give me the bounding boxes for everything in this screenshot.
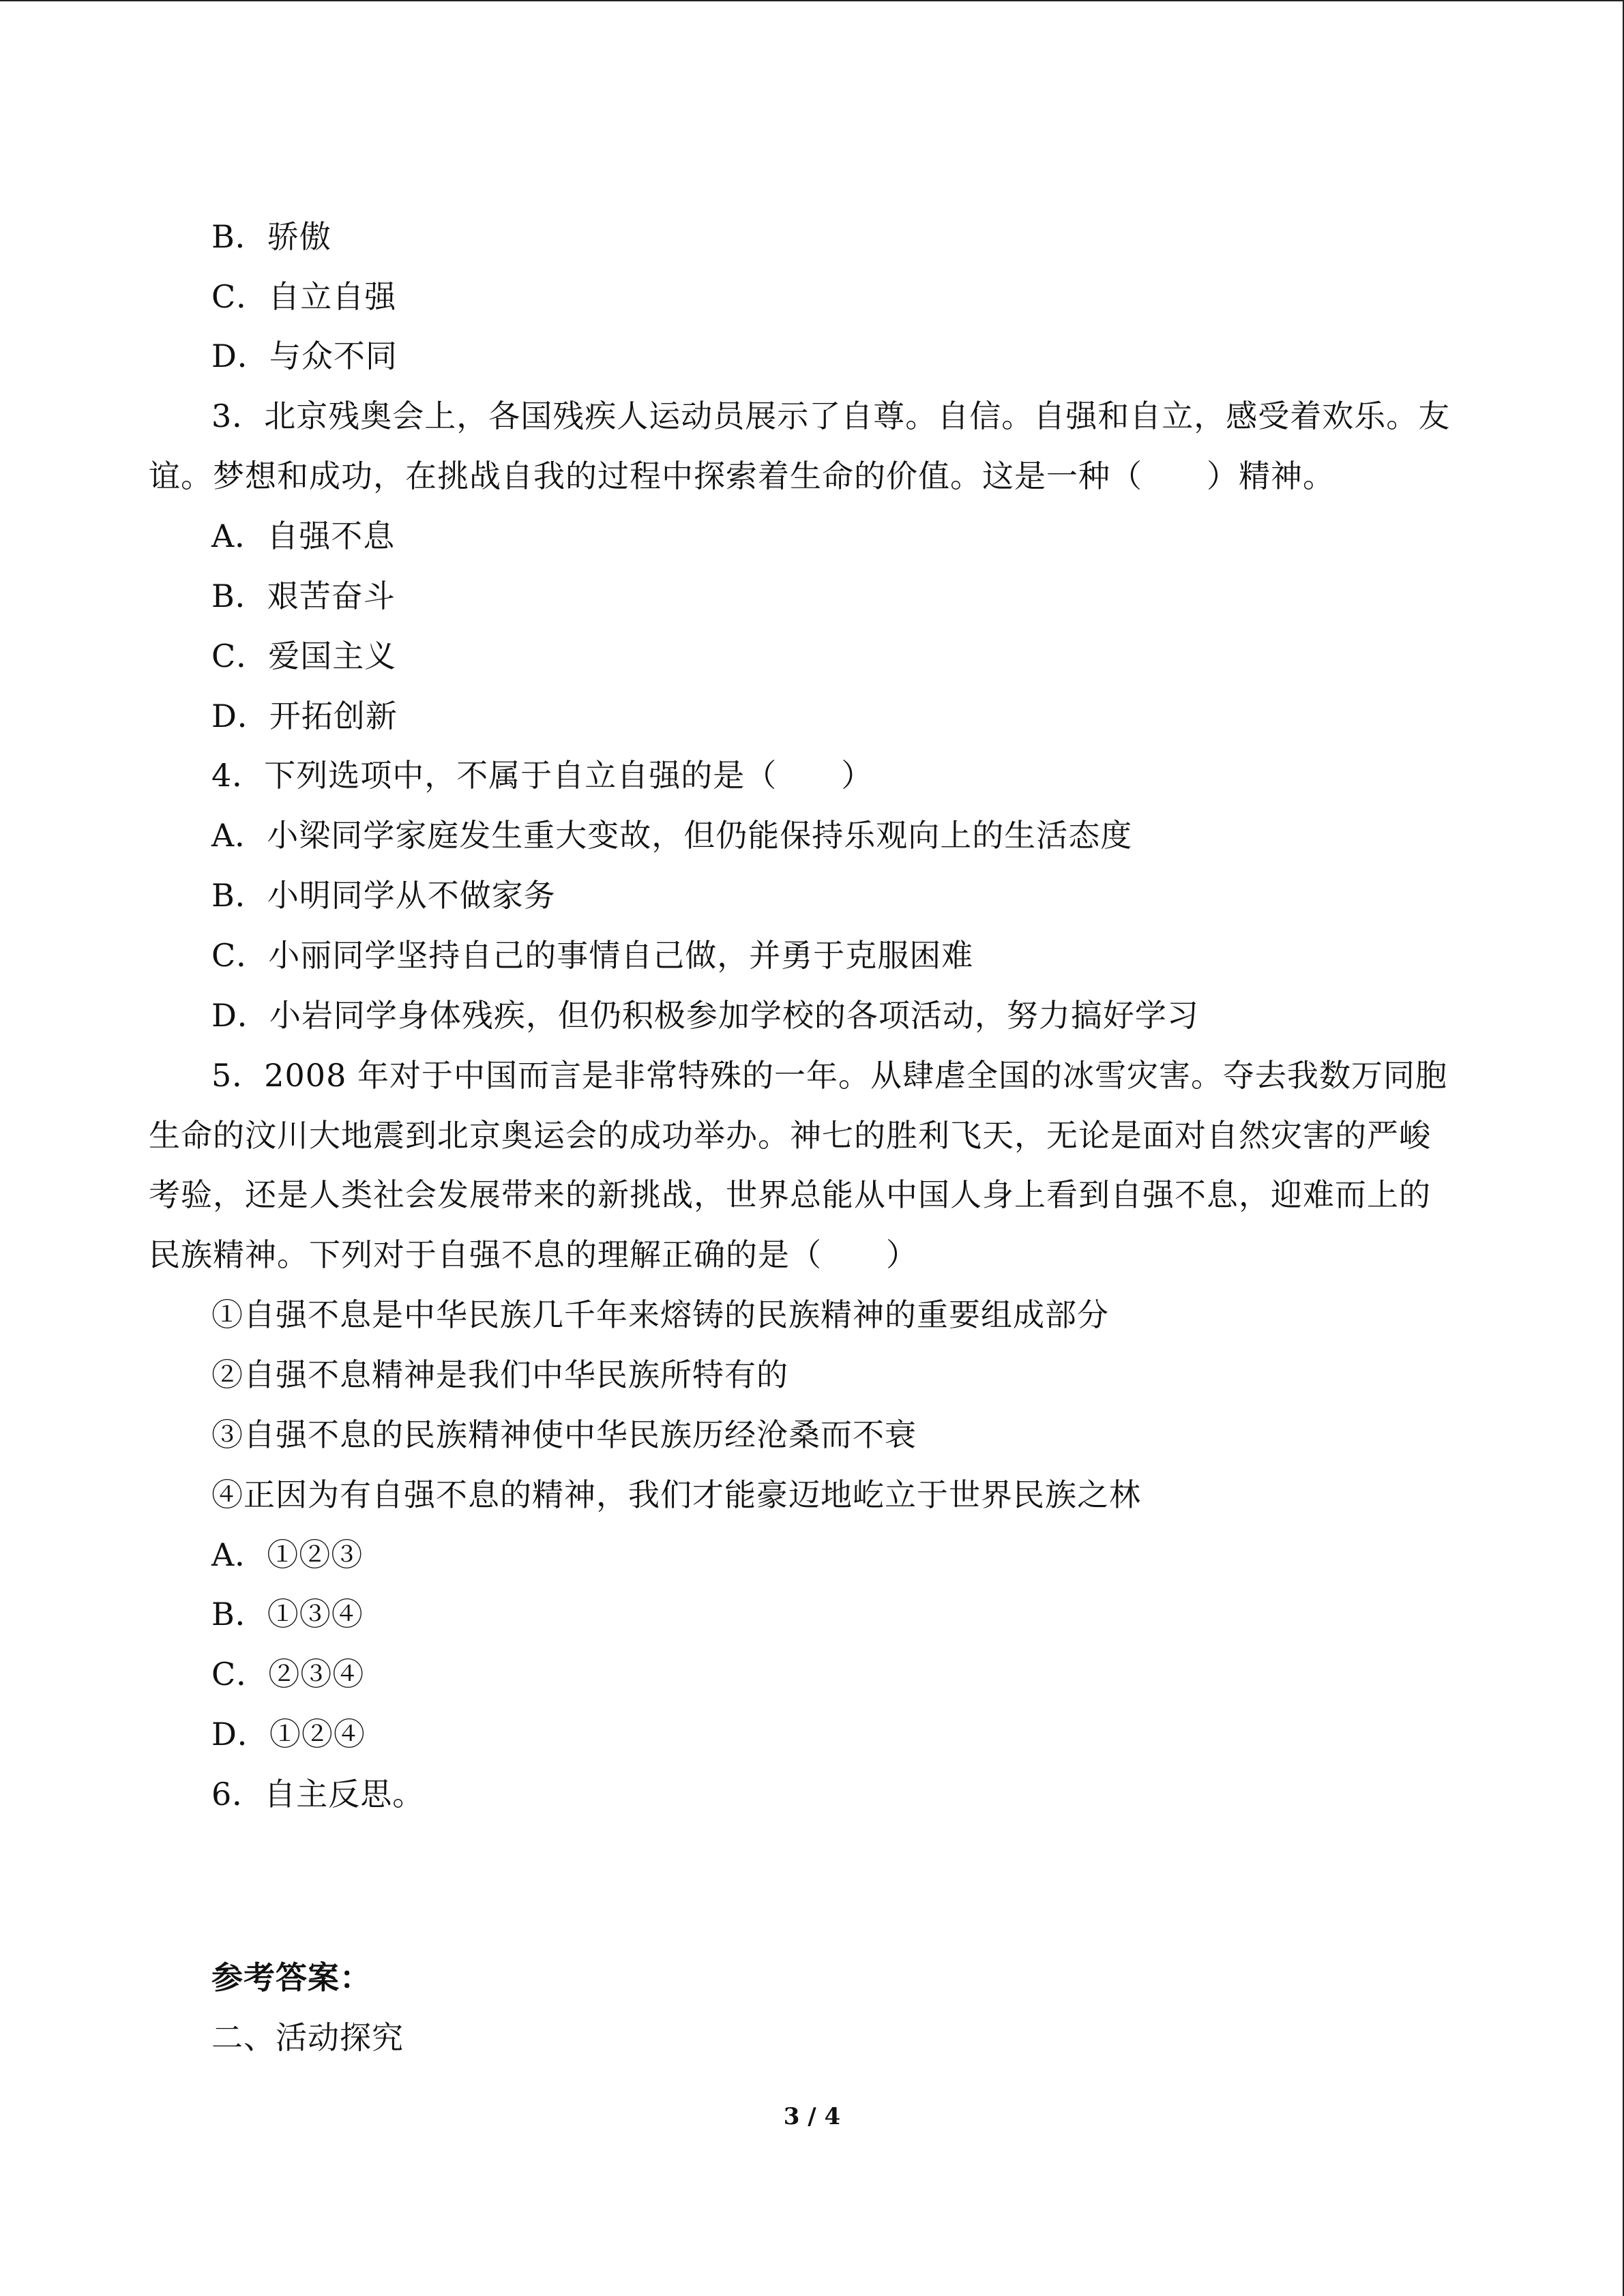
q2-option-c: C．自立自强 bbox=[211, 278, 397, 315]
q4-option-b: B．小明同学从不做家务 bbox=[211, 877, 556, 914]
answers-heading: 参考答案： bbox=[211, 1959, 372, 1996]
q3-option-a: A．自强不息 bbox=[211, 518, 396, 554]
q3-option-d: D．开拓创新 bbox=[211, 698, 398, 734]
q5-option-d: D．①②④ bbox=[211, 1716, 366, 1753]
q5-stem-line-4: 民族精神。下列对于自强不息的理解正确的是（ ） bbox=[149, 1236, 918, 1273]
q5-option-a: A．①②③ bbox=[211, 1536, 364, 1573]
page-number: 3 / 4 bbox=[783, 2103, 841, 2130]
q5-option-b: B．①③④ bbox=[211, 1596, 364, 1632]
q6-stem: 6．自主反思。 bbox=[211, 1776, 425, 1813]
q3-stem-line-1: 3．北京残奥会上，各国残疾人运动员展示了自尊。自信。自强和自立，感受着欢乐。友 bbox=[211, 398, 1451, 434]
q4-option-a: A．小梁同学家庭发生重大变故，但仍能保持乐观向上的生活态度 bbox=[211, 817, 1133, 854]
q2-option-d: D．与众不同 bbox=[211, 338, 398, 374]
q3-stem-line-2: 谊。梦想和成功，在挑战自我的过程中探索着生命的价值。这是一种（ ）精神。 bbox=[149, 458, 1335, 494]
q4-option-d: D．小岩同学身体残疾，但仍积极参加学校的各项活动，努力搞好学习 bbox=[211, 997, 1199, 1034]
q5-statement-2: ②自强不息精神是我们中华民族所特有的 bbox=[211, 1356, 788, 1393]
q5-statement-1: ①自强不息是中华民族几千年来熔铸的民族精神的重要组成部分 bbox=[211, 1296, 1109, 1333]
q3-option-c: C．爱国主义 bbox=[211, 638, 397, 674]
q3-option-b: B．艰苦奋斗 bbox=[211, 578, 396, 614]
q2-option-b: B．骄傲 bbox=[211, 218, 331, 255]
q4-option-c: C．小丽同学坚持自己的事情自己做，并勇于克服困难 bbox=[211, 937, 974, 974]
q5-stem-line-2: 生命的汶川大地震到北京奥运会的成功举办。神七的胜利飞天，无论是面对自然灾害的严峻 bbox=[149, 1117, 1431, 1154]
q5-stem-line-1: 5．2008 年对于中国而言是非常特殊的一年。从肆虐全国的冰雪灾害。夺去我数万同胞 bbox=[211, 1057, 1447, 1094]
q4-stem: 4．下列选项中，不属于自立自强的是（ ） bbox=[211, 757, 874, 794]
q5-stem-line-3: 考验，还是人类社会发展带来的新挑战，世界总能从中国人身上看到自强不息，迎难而上的 bbox=[149, 1176, 1431, 1213]
answers-section-title: 二、活动探究 bbox=[211, 2019, 404, 2056]
q5-statement-3: ③自强不息的民族精神使中华民族历经沧桑而不衰 bbox=[211, 1416, 917, 1453]
q5-option-c: C．②③④ bbox=[211, 1656, 365, 1693]
q5-statement-4: ④正因为有自强不息的精神，我们才能豪迈地屹立于世界民族之林 bbox=[211, 1476, 1141, 1513]
